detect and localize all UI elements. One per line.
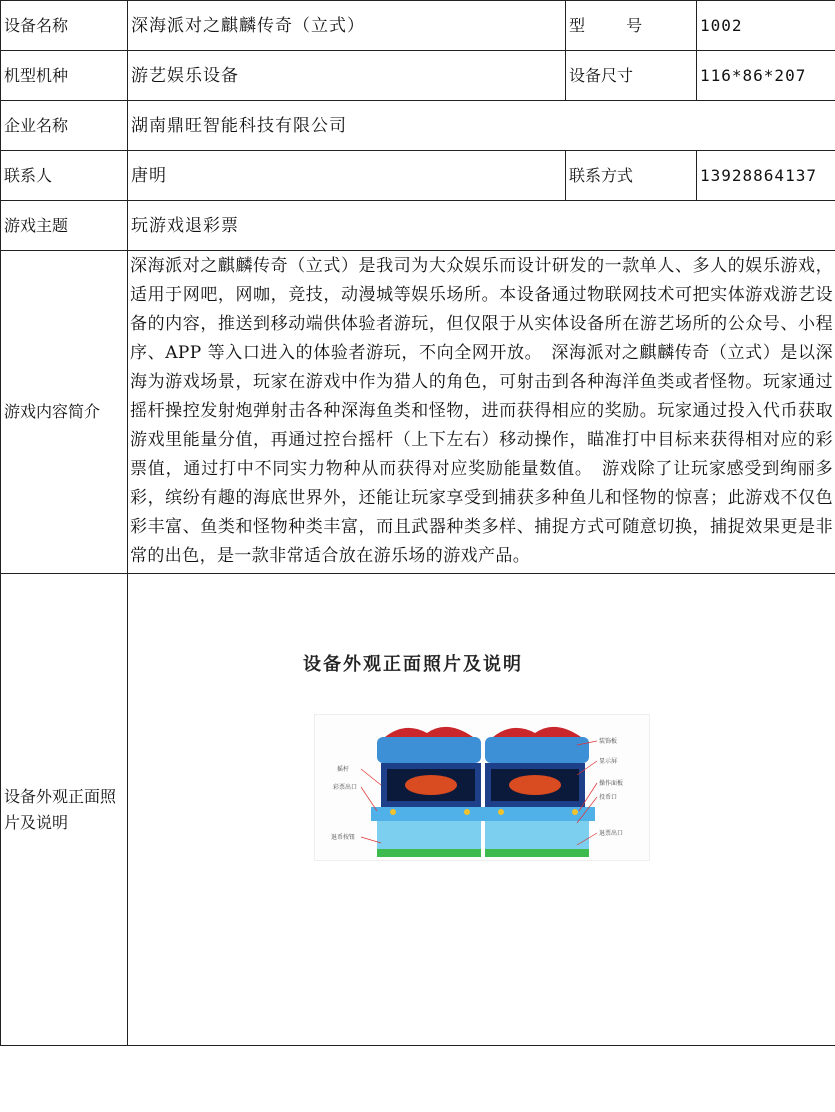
row-photo <box>1 574 835 1046</box>
callout-refund-btn: 退币按钮 <box>331 834 356 841</box>
left-cabinet <box>371 727 485 857</box>
callout-ticket: 彩票出口 <box>333 784 358 791</box>
callout-decor: 装饰板 <box>599 738 618 745</box>
row-intro <box>1 251 835 574</box>
photo-cell <box>128 574 835 1046</box>
row-category <box>1 51 835 101</box>
intro-label: 游戏内容简介 <box>1 251 128 574</box>
callout-screen: 显示屏 <box>599 758 618 765</box>
contact-value: 唐明 <box>128 151 566 201</box>
contact-label: 联系人 <box>1 151 128 201</box>
model-value: 1002 <box>697 1 835 51</box>
intro-cell <box>128 251 835 574</box>
callout-ticket-out: 退票出口 <box>599 830 624 837</box>
photo-title: 设备外观正面照片及说明 <box>303 654 523 675</box>
phone-value: 13928864137 <box>697 151 835 201</box>
photo-wrap <box>128 574 835 1045</box>
intro-text: 深海派对之麒麟传奇（立式）是我司为大众娱乐而设计研发的一款单人、多人的娱乐游戏，适用于网吧，网咖，竞技，动漫城等娱乐场所。本设备通过物联网技术可把实体游戏游艺设备的内容，推送到移动端供体验者游玩，但仅限于从实体设备所在游艺场所的公众号、小程序、APP 等入口进入的体验者游玩，不向全网开放。 深海派对之麒麟传奇（立式）是以深海为游戏场景，玩家在游戏中作为猎人的角色，可射击到各种海洋鱼类或者怪物。玩家通过摇杆操控发射炮弹射击各种深海鱼类和怪物，进而获得相应的奖励。玩家通过投入代币获取游戏里能量分值，再通过控台摇杆（上下左右）移动操作，瞄准打中目标来获得相对应的彩票值，通过打中不同实力物种从而获得对应奖励能量数值。 游戏除了让玩家感受到绚丽多彩，缤纷有趣的海底世界外，还能让玩家享受到捕获多种鱼儿和怪物的惊喜；此游戏不仅色彩丰富、鱼类和怪物种类丰富，而且武器种类多样、捕捉方式可随意切换，捕捉效果更是非常的出色，是一款非常适合放在游乐场的游戏产品。 <box>130 256 833 566</box>
arcade-machine-illustration <box>315 715 649 860</box>
callout-panel: 操作面板 <box>599 780 624 787</box>
row-company <box>1 101 835 151</box>
arcade-machine-photo <box>314 714 650 861</box>
device-name-label: 设备名称 <box>1 1 128 51</box>
size-value: 116*86*207 <box>697 51 835 101</box>
category-label: 机型机种 <box>1 51 128 101</box>
phone-label: 联系方式 <box>566 151 697 201</box>
company-value: 湖南鼎旺智能科技有限公司 <box>128 101 835 151</box>
row-device-name <box>1 1 835 51</box>
device-name-value: 深海派对之麒麟传奇（立式） <box>128 1 566 51</box>
category-value: 游艺娱乐设备 <box>128 51 566 101</box>
company-label: 企业名称 <box>1 101 128 151</box>
model-label: 型 号 <box>566 1 697 51</box>
callout-coin: 投币口 <box>599 794 618 801</box>
callout-joystick: 摇杆 <box>337 766 350 773</box>
photo-label: 设备外观正面照片及说明 <box>1 574 128 1046</box>
theme-label: 游戏主题 <box>1 201 128 251</box>
right-cabinet <box>481 727 595 857</box>
theme-value: 玩游戏退彩票 <box>128 201 835 251</box>
row-contact <box>1 151 835 201</box>
row-theme <box>1 201 835 251</box>
size-label: 设备尺寸 <box>566 51 697 101</box>
